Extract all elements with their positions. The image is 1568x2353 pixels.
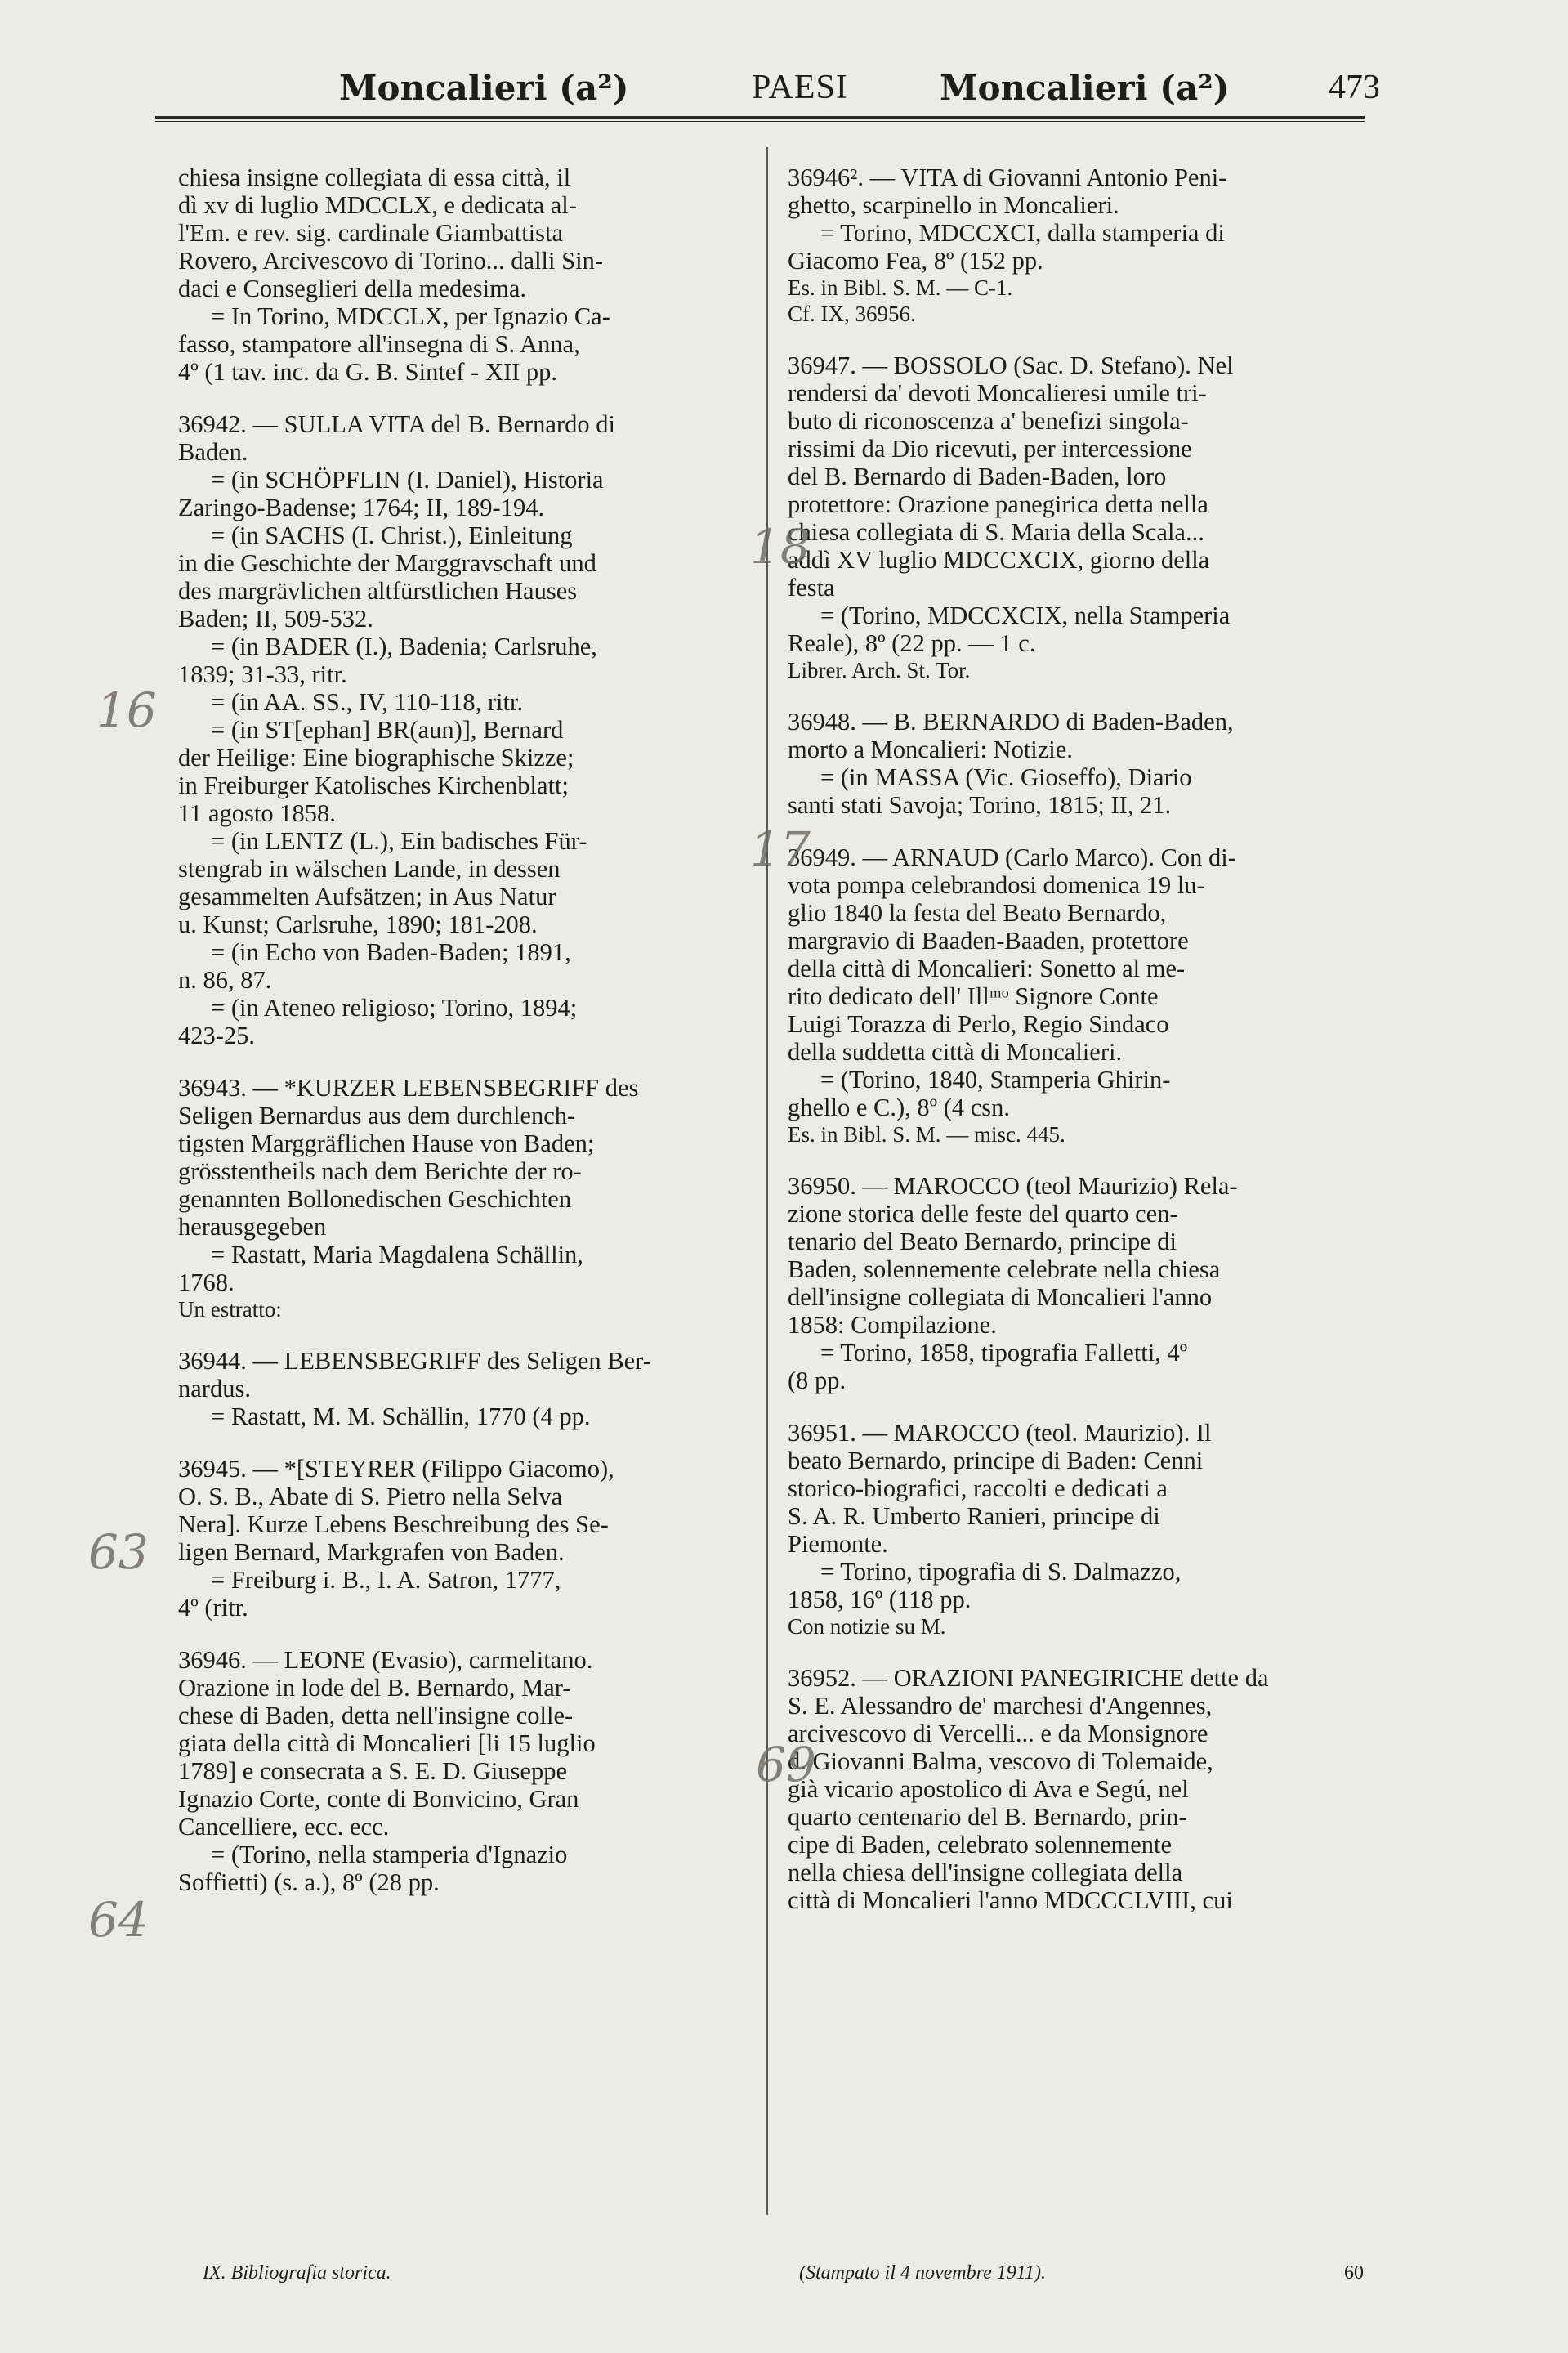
entry-line: giata della città di Moncalieri [li 15 luglio [178,1729,596,1757]
entry-line: santi stati Savoja; Torino, 1815; II, 21. [788,791,1172,819]
entry-line: in die Geschichte der Marggravschaft und [178,549,596,577]
entry-line: Cf. IX, 36956. [788,302,916,326]
footer-print-date: (Stampato il 4 novembre 1911). [799,2262,1046,2284]
entry-line: Un estratto: [178,1297,282,1322]
entry-line: Librer. Arch. St. Tor. [788,658,971,682]
entry-line: tenario del Beato Bernardo, principe di [788,1228,1177,1255]
entry-line: della suddetta città di Moncalieri. [788,1038,1123,1066]
entry-line: vota pompa celebrandosi domenica 19 lu- [788,871,1205,899]
entry-line: nardus. [178,1375,251,1402]
entry-line: zione storica delle feste del quarto cen- [788,1200,1178,1228]
entry-line: u. Kunst; Carlsruhe, 1890; 181-208. [178,910,538,938]
entry-line: 1858: Compilazione. [788,1311,997,1339]
bibliography-entry [178,410,750,1049]
entry-line: stengrab in wälschen Lande, in dessen [178,855,561,883]
entry-line: 36950. — MAROCCO (teol Maurizio) Rela- [788,1172,1238,1200]
bibliography-entry [788,1664,1360,1914]
entry-line: = (Torino, nella stamperia d'Ignazio [211,1841,568,1868]
margin-note: 16 [96,682,157,738]
entry-line: gesammelten Aufsätzen; in Aus Natur [178,883,556,910]
footer-series: IX. Bibliografia storica. [203,2262,391,2284]
entry-line: Es. in Bibl. S. M. — misc. 445. [788,1122,1065,1147]
entry-line: 36946. — LEONE (Evasio), carmelitano. [178,1646,593,1674]
entry-line: 1789] e consecrata a S. E. D. Giuseppe [178,1757,567,1785]
entry-line: Zaringo-Badense; 1764; II, 189-194. [178,494,545,521]
bibliography-entry [178,163,750,386]
entry-line: = (in BADER (I.), Badenia; Carlsruhe, [211,633,597,660]
left-column [178,163,750,1921]
header-right-title: Moncalieri (a²) [940,68,1230,108]
entry-line: 36948. — B. BERNARDO di Baden-Baden, [788,708,1234,736]
entry-line: = Freiburg i. B., I. A. Satron, 1777, [211,1566,561,1594]
entry-line: cipe di Baden, celebrato solennemente [788,1831,1173,1859]
entry-line: O. S. B., Abate di S. Pietro nella Selva [178,1483,563,1510]
header-left-title: Moncalieri (a²) [339,68,629,108]
entry-line: 36945. — *[STEYRER (Filippo Giacomo), [178,1455,614,1483]
entry-line: 36949. — ARNAUD (Carlo Marco). Con di- [788,843,1236,871]
entry-line: dell'insigne collegiata di Moncalieri l'anno [788,1283,1213,1311]
entry-line: 423-25. [178,1022,256,1049]
page-footer [178,2262,1364,2295]
entry-line: Giacomo Fea, 8º (152 pp. [788,247,1043,275]
entry-line: Cancelliere, ecc. ecc. [178,1813,390,1841]
footer-signature: 60 [1344,2262,1364,2284]
entry-line: grösstentheils nach dem Berichte der ro- [178,1157,582,1185]
entry-line: 11 agosto 1858. [178,799,336,827]
bibliography-entry [788,1172,1360,1394]
entry-line: buto di riconoscenza a' benefizi singola- [788,407,1189,435]
entry-line: d. Giovanni Balma, vescovo di Tolemaide, [788,1747,1213,1775]
entry-line: Nera]. Kurze Lebens Beschreibung des Se- [178,1510,609,1538]
entry-line: Seligen Bernardus aus dem durchlench- [178,1102,576,1130]
entry-line: Luigi Torazza di Perlo, Regio Sindaco [788,1010,1169,1038]
entry-line: = Rastatt, Maria Magdalena Schällin, [211,1241,583,1268]
margin-note: 64 [88,1892,149,1948]
entry-line: festa [788,574,835,602]
bibliography-entry [178,1347,750,1430]
entry-line: = (in MASSA (Vic. Gioseffo), Diario [820,763,1192,791]
margin-note: 69 [756,1737,816,1792]
entry-line: S. E. Alessandro de' marchesi d'Angennes, [788,1692,1213,1720]
entry-line: = (in ST[ephan] BR(aun)], Bernard [211,716,564,744]
entry-line: quarto centenario del B. Bernardo, prin- [788,1803,1187,1831]
entry-line: genannten Bollonedischen Geschichten [178,1185,572,1213]
entry-line: = (in AA. SS., IV, 110-118, ritr. [211,688,524,716]
entry-line: 36951. — MAROCCO (teol. Maurizio). Il [788,1419,1212,1447]
bibliography-entry [788,708,1360,819]
entry-line: Baden, solennemente celebrate nella chiesa [788,1255,1221,1283]
entry-line: ligen Bernard, Markgrafen von Baden. [178,1538,565,1566]
entry-line: morto a Moncalieri: Notizie. [788,736,1073,763]
entry-line: Piemonte. [788,1530,888,1558]
entry-line: Con notizie su M. [788,1614,946,1639]
margin-note: 17 [750,821,811,877]
entry-line: = Torino, MDCCXCI, dalla stamperia di [820,219,1225,247]
entry-line: 36952. — ORAZIONI PANEGIRICHE dette da [788,1664,1269,1692]
entry-line: 1839; 31-33, ritr. [178,660,347,688]
entry-line: Reale), 8º (22 pp. — 1 c. [788,629,1036,657]
entry-line: ghetto, scarpinello in Moncalieri. [788,191,1119,219]
entry-line: città di Moncalieri l'anno MDCCCLVIII, cui [788,1886,1233,1914]
entry-line: (8 pp. [788,1367,847,1394]
margin-note: 63 [88,1524,149,1580]
entry-line: des margrävlichen altfürstlichen Hauses [178,577,578,605]
bibliography-entry [788,351,1360,683]
entry-line: margravio di Baaden-Baaden, protettore [788,927,1189,955]
entry-line: Ignazio Corte, conte di Bonvicino, Gran [178,1785,579,1813]
entry-line: 4º (ritr. [178,1594,248,1622]
entry-line: = In Torino, MDCCLX, per Ignazio Ca- [211,302,610,330]
entry-line: = Torino, tipografia di S. Dalmazzo, [820,1558,1182,1586]
entry-line: ghello e C.), 8º (4 csn. [788,1094,1011,1121]
entry-line: rendersi da' devoti Moncalieresi umile tri- [788,379,1207,407]
entry-line: della città di Moncalieri: Sonetto al me- [788,955,1186,982]
entry-line: = (in SACHS (I. Christ.), Einleitung [211,521,573,549]
entry-line: = (in Echo von Baden-Baden; 1891, [211,938,571,966]
entry-line: addì XV luglio MDCCXCIX, giorno della [788,546,1210,574]
entry-line: = Rastatt, M. M. Schällin, 1770 (4 pp. [211,1402,591,1430]
entry-line: arcivescovo di Vercelli... e da Monsignore [788,1720,1208,1747]
entry-line: fasso, stampatore all'insegna di S. Anna, [178,330,580,358]
entry-line: = Torino, 1858, tipografia Falletti, 4º [820,1339,1188,1367]
entry-line: rissimi da Dio ricevuti, per intercessione [788,435,1192,463]
entry-line: Orazione in lode del B. Bernardo, Mar- [178,1674,571,1702]
bibliography-entry [788,843,1360,1147]
entry-line: = (in LENTZ (L.), Ein badisches Für- [211,827,587,855]
header-rule [155,116,1365,122]
entry-line: n. 86, 87. [178,966,272,994]
entry-line: in Freiburger Katolisches Kirchenblatt; [178,772,569,799]
entry-line: = (in SCHÖPFLIN (I. Daniel), Historia [211,466,604,494]
margin-note: 18 [750,519,811,575]
entry-line: 36943. — *KURZER LEBENSBEGRIFF des [178,1074,639,1102]
entry-line: rito dedicato dell' Illᵐᵒ Signore Conte [788,982,1159,1010]
entry-line: 1858, 16º (118 pp. [788,1586,972,1613]
entry-line: daci e Conseglieri della medesima. [178,275,527,302]
column-divider [766,147,768,2215]
entry-line: storico-biografici, raccolti e dedicati a [788,1474,1168,1502]
entry-line: Baden. [178,438,248,466]
entry-line: già vicario apostolico di Ava e Segú, nel [788,1775,1189,1803]
entry-line: chese di Baden, detta nell'insigne colle- [178,1702,574,1729]
entry-line: = (Torino, 1840, Stamperia Ghirin- [820,1066,1171,1094]
entry-line: nella chiesa dell'insigne collegiata della [788,1859,1183,1886]
entry-line: Baden; II, 509-532. [178,605,373,633]
entry-line: chiesa insigne collegiata di essa città, il [178,163,571,191]
bibliography-entry [178,1646,750,1896]
entry-line: 4º (1 tav. inc. da G. B. Sintef - XII pp. [178,358,558,386]
entry-line: del B. Bernardo di Baden-Baden, loro [788,463,1167,490]
bibliography-entry [178,1074,750,1322]
header-section-title: PAESI [752,69,848,106]
entry-line: 36947. — BOSSOLO (Sac. D. Stefano). Nel [788,351,1234,379]
entry-line: = (Torino, MDCCXCIX, nella Stamperia [820,602,1231,629]
entry-line: 36944. — LEBENSBEGRIFF des Seligen Ber- [178,1347,651,1375]
page-number: 473 [1329,69,1380,106]
entry-line: 36946². — VITA di Giovanni Antonio Peni- [788,163,1227,191]
entry-line: 1768. [178,1268,235,1296]
entry-line: der Heilige: Eine biographische Skizze; [178,744,574,772]
right-column [788,163,1360,1939]
bibliography-entry [178,1455,750,1622]
entry-line: Es. in Bibl. S. M. — C-1. [788,275,1013,300]
entry-line: tigsten Marggräflichen Hause von Baden; [178,1130,595,1157]
entry-line: herausgegeben [178,1213,327,1241]
entry-line: S. A. R. Umberto Ranieri, principe di [788,1502,1160,1530]
entry-line: Rovero, Arcivescovo di Torino... dalli Sin- [178,247,603,275]
entry-line: protettore: Orazione panegirica detta nella [788,490,1208,518]
bibliography-entry [788,163,1360,327]
entry-line: dì xv di luglio MDCCLX, e dedicata al- [178,191,577,219]
entry-line: 36942. — SULLA VITA del B. Bernardo di [178,410,615,438]
entry-line: glio 1840 la festa del Beato Bernardo, [788,899,1167,927]
entry-line: l'Em. e rev. sig. cardinale Giambattista [178,219,564,247]
running-header [163,61,1405,119]
entry-line: chiesa collegiata di S. Maria della Scala... [788,518,1204,546]
entry-line: Soffietti) (s. a.), 8º (28 pp. [178,1868,440,1896]
entry-line: = (in Ateneo religioso; Torino, 1894; [211,994,578,1022]
entry-line: beato Bernardo, principe di Baden: Cenni [788,1447,1204,1474]
bibliography-entry [788,1419,1360,1639]
